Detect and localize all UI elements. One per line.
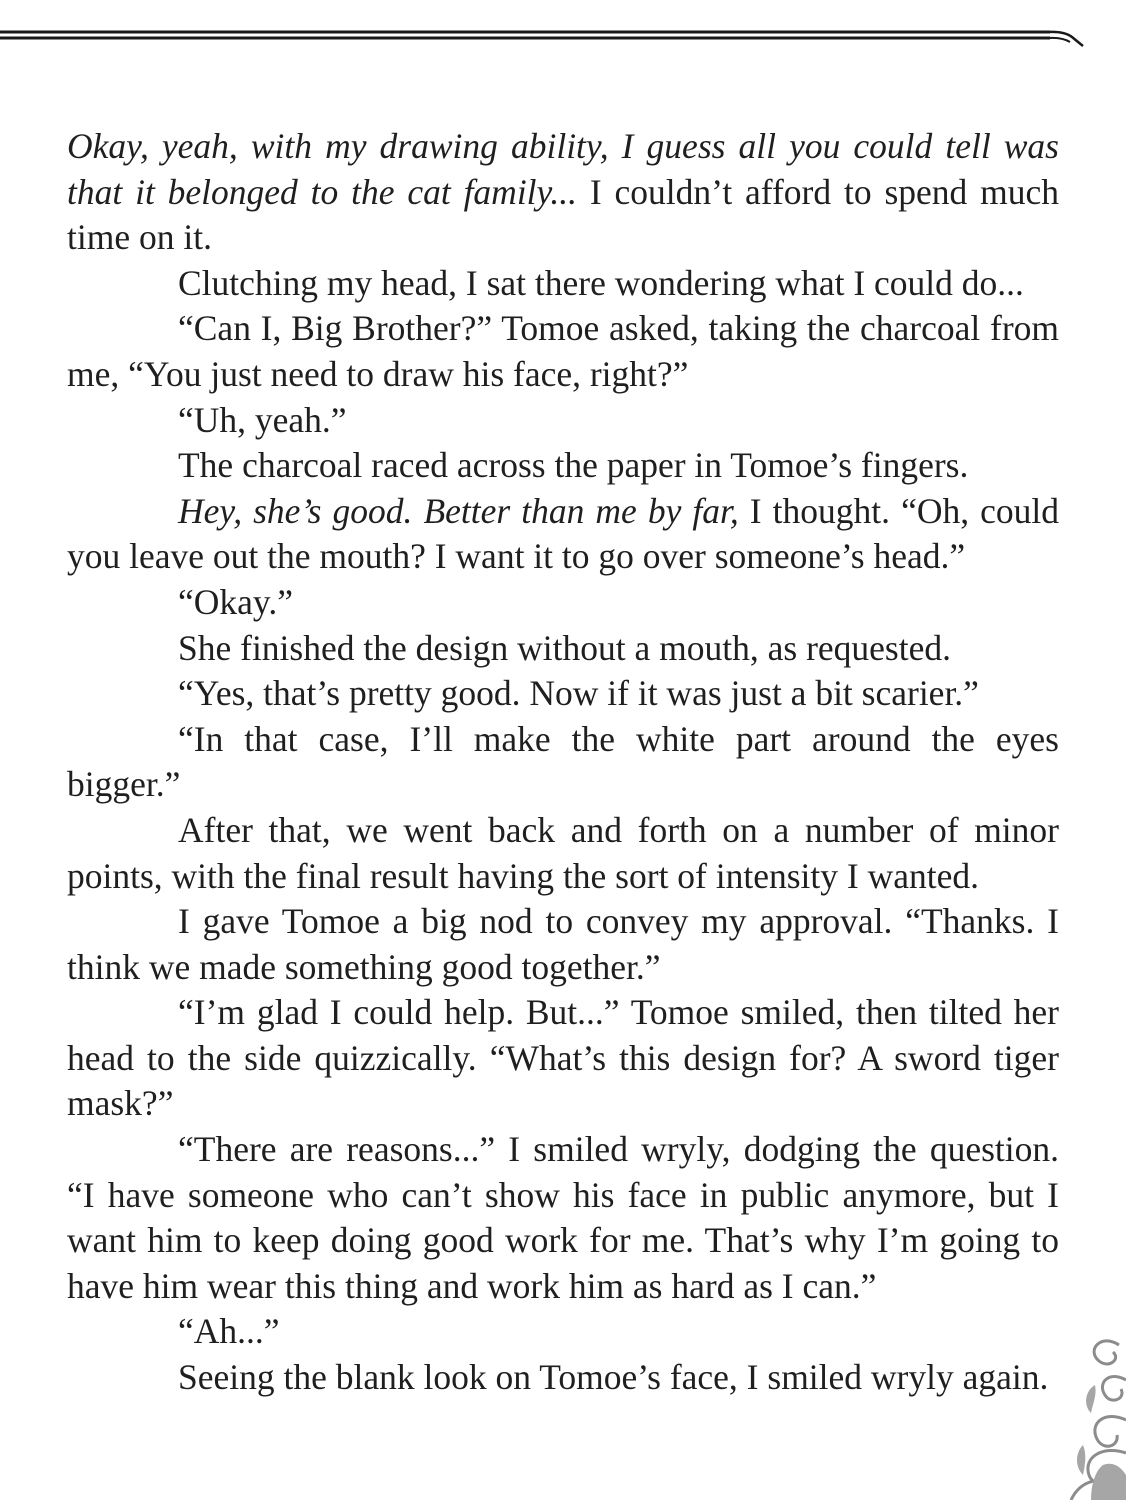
italic-text: Hey, she’s good. Better than me by far,	[178, 490, 739, 531]
text-segment: Seeing the blank look on Tomoe’s face, I smiled wryly again.	[178, 1357, 1049, 1398]
text-segment: “In that case, I’ll make the white part around the eyes bigger.”	[67, 718, 1059, 805]
text-segment: I couldn’t afford to spend much time on it.	[67, 171, 1059, 258]
text-segment: “There are reasons...” I smiled wryly, dodging the question. “I have someone who can’t show his face in public anymore, but I want him to keep doing good work for me. That’s why I’m going to have him wear this thing and work him as hard as I can.”	[67, 1129, 1059, 1306]
text-segment: Clutching my head, I sat there wondering what I could do...	[178, 262, 1024, 303]
paragraph	[67, 489, 1059, 580]
paragraph	[67, 626, 1059, 672]
paragraph	[67, 580, 1059, 626]
text-segment: I thought. “Oh, could you leave out the mouth? I want it to go over someone’s head.”	[67, 490, 1060, 577]
text-segment: After that, we went back and forth on a number of minor points, with the final result having the sort of intensity I wanted.	[67, 809, 1059, 896]
paragraph	[67, 808, 1059, 899]
text-segment: “Can I, Big Brother?” Tomoe asked, taking the charcoal from me, “You just need to draw his face, right?”	[67, 308, 1059, 394]
paragraph	[67, 1309, 1059, 1355]
paragraph	[67, 1355, 1059, 1401]
paragraph	[67, 398, 1059, 444]
text-segment: “Ah...”	[178, 1311, 280, 1352]
text-segment: “Yes, that’s pretty good. Now if it was just a bit scarier.”	[178, 673, 979, 714]
paragraph	[67, 1127, 1059, 1309]
paragraph	[67, 899, 1059, 990]
body-text	[67, 124, 1059, 1401]
italic-text: Okay, yeah, with my drawing ability, I guess all you could tell was that it belonged to the cat family...	[67, 126, 1059, 212]
paragraph	[67, 671, 1059, 717]
paragraph	[67, 306, 1059, 397]
paragraph	[67, 261, 1059, 307]
paragraph	[67, 717, 1059, 808]
header-rule	[0, 22, 1085, 52]
text-segment: The charcoal raced across the paper in Tomoe’s fingers.	[178, 445, 969, 486]
flourish-ornament-icon	[1031, 1325, 1126, 1500]
text-segment: I gave Tomoe a big nod to convey my approval. “Thanks. I think we made something good together.”	[67, 901, 1059, 987]
paragraph	[67, 443, 1059, 489]
paragraph	[67, 124, 1059, 261]
text-segment: She finished the design without a mouth, as requested.	[178, 627, 951, 668]
paragraph	[67, 990, 1059, 1127]
text-segment: “Uh, yeah.”	[178, 399, 347, 440]
text-segment: “Okay.”	[178, 581, 293, 622]
text-segment: “I’m glad I could help. But...” Tomoe smiled, then tilted her head to the side quizzically. “What’s this design for? A sword tiger mask?”	[67, 992, 1059, 1124]
